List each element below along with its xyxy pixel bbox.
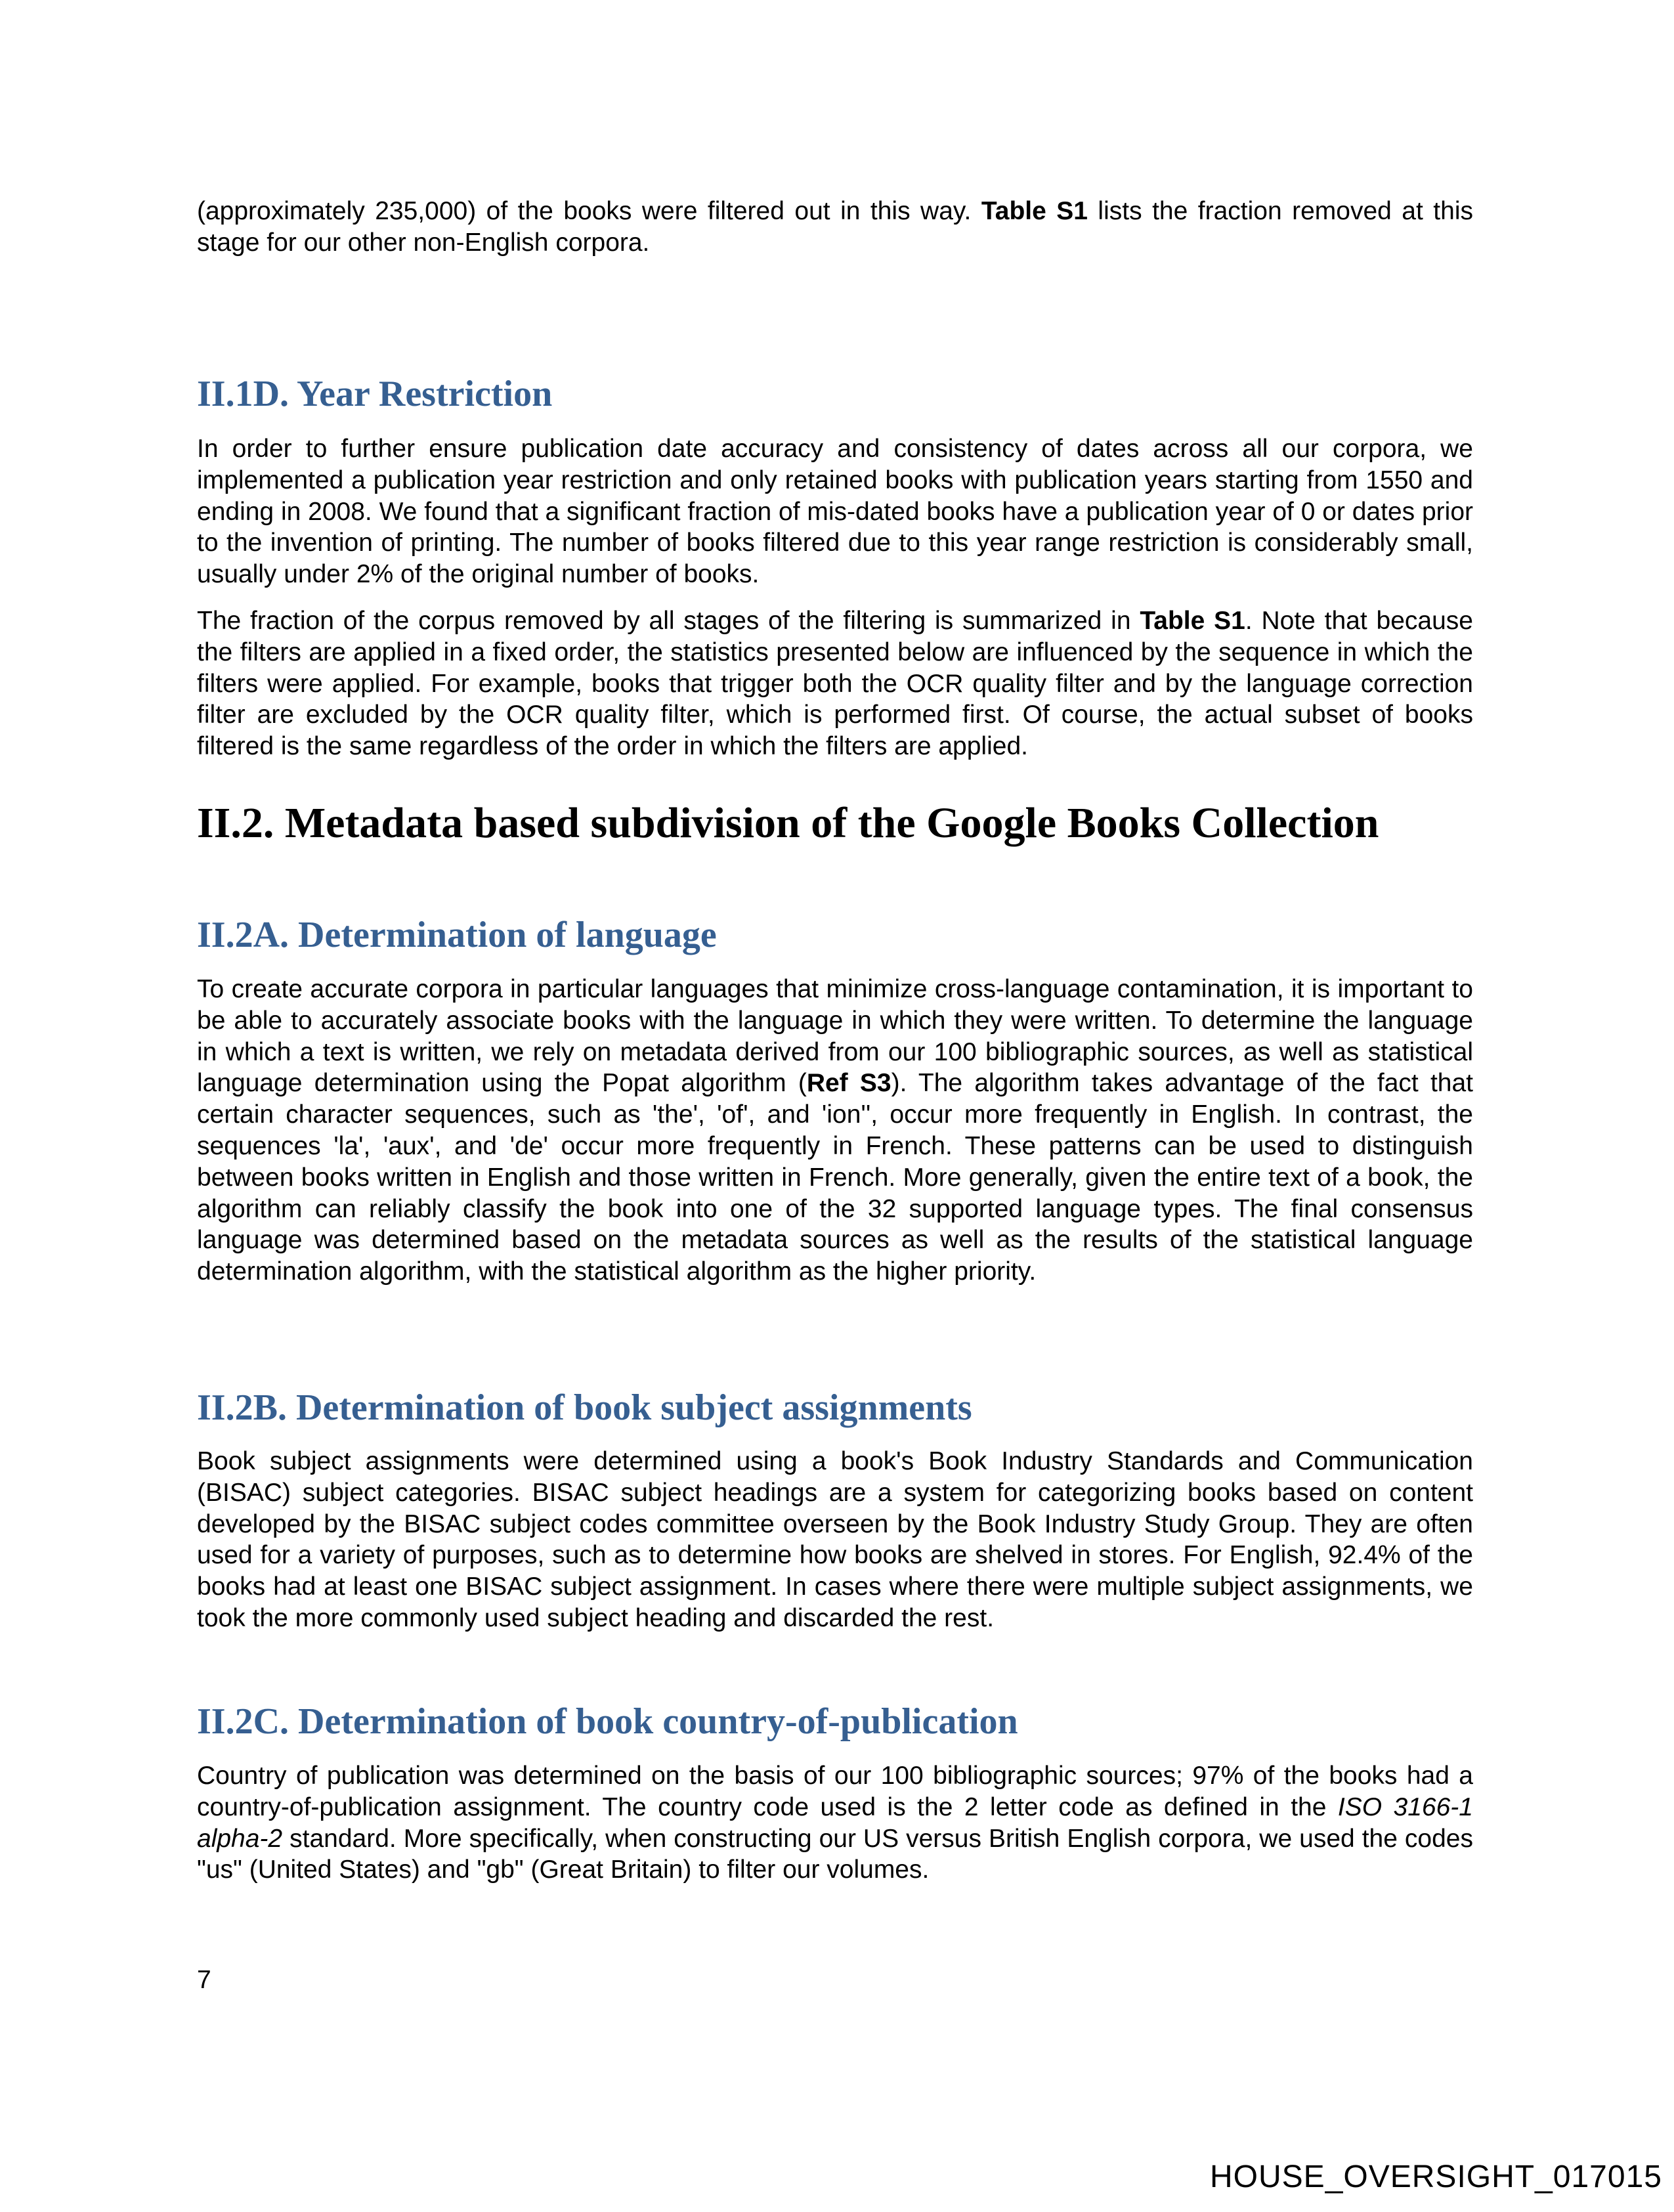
paragraph-intro — [197, 196, 1473, 259]
paragraph-year-restriction: In order to further ensure publication date accuracy and consistency of dates across all our corpora, we implemented a publication year restriction and only retained books with publication years starting from 1550 and ending in 2008. We found that a significant fraction of mis-dated books have a publication year of 0 or dates prior to the invention of printing. The number of books filtered due to this year range restriction is considerably small, usually under 2% of the original number of books. — [197, 435, 1473, 589]
heading-year-restriction: II.1D. Year Restriction — [197, 374, 553, 414]
text: The fraction of the corpus removed by all stages of the filtering is summarized in — [197, 607, 1140, 635]
footer-bates-number: HOUSE_OVERSIGHT_017015 — [1210, 2159, 1662, 2194]
table-ref: Table S1 — [1140, 607, 1245, 635]
paragraph-filter-summary — [197, 605, 1473, 762]
text: . Note that because the filters are applied in a fixed order, the statistics presented below are influenced by the sequence in which the filters were applied. For example, books that trigger both the OCR quality filter and by the language correction filter are excluded by the OCR quality filter, which is performed first. Of course, the actual subset of books filtered is the same regardless of the order in which the filters are applied. — [197, 607, 1473, 761]
text: lists the fraction removed at this stage for our other non-English corpora. — [197, 197, 1473, 257]
text: standard. More specifically, when constructing our US versus British English corpora, we used the codes "us" (United States) and "gb" (Great Britain) to filter our volumes. — [197, 1824, 1473, 1884]
standard-name: ISO 3166-1 alpha-2 — [197, 1792, 1473, 1853]
text: Country of publication was determined on the basis of our 100 bibliographic sources; 97% of the books had a country-of-publication assignment. The country code used is the 2 letter code as defined in the — [197, 1762, 1473, 1821]
text: To create accurate corpora in particular languages that minimize cross-language contamination, it is important to be able to accurately associate books with the language in which they were written. To determine the language in which a text is written, we rely on metadata derived from our 100 bibliographic sources, as well as statistical language determination using the Popat algorithm ( — [197, 975, 1473, 1098]
heading-subject: II.2B. Determination of book subject assignments — [197, 1387, 972, 1428]
table-ref: Table S1 — [981, 197, 1088, 225]
heading-metadata-subdivision: II.2. Metadata based subdivision of the Google Books Collection — [197, 799, 1379, 847]
reference: Ref S3 — [806, 1069, 891, 1098]
page-number: 7 — [197, 1966, 211, 1994]
paragraph-country — [197, 1760, 1473, 1886]
paragraph-language — [197, 974, 1473, 1288]
heading-country: II.2C. Determination of book country-of-publication — [197, 1701, 1018, 1742]
heading-language: II.2A. Determination of language — [197, 915, 717, 955]
paragraph-subject: Book subject assignments were determined using a book's Book Industry Standards and Communication (BISAC) subject categories. BISAC subject headings are a system for categorizing books based on content developed by the BISAC subject codes committee overseen by the Book Industry Study Group. They are often used for a variety of purposes, such as to determine how books are shelved in stores. For English, 92.4% of the books had at least one BISAC subject assignment. In cases where there were multiple subject assignments, we took the more commonly used subject heading and discarded the rest. — [197, 1447, 1473, 1632]
text: (approximately 235,000) of the books were filtered out in this way. — [197, 197, 981, 225]
text: ). The algorithm takes advantage of the fact that certain character sequences, such as 'the', 'of', and 'ion'', occur more frequently in English. In contrast, the sequences 'la', 'aux', and 'de' occur more frequently in French. These patterns can be used to distinguish between books written in English and those written in French. More generally, given the entire text of a book, the algorithm can reliably classify the book into one of the 32 supported language types. The final consensus language was determined based on the metadata sources as well as the results of the statistical language determination algorithm, with the statistical algorithm as the higher priority. — [197, 1069, 1473, 1286]
